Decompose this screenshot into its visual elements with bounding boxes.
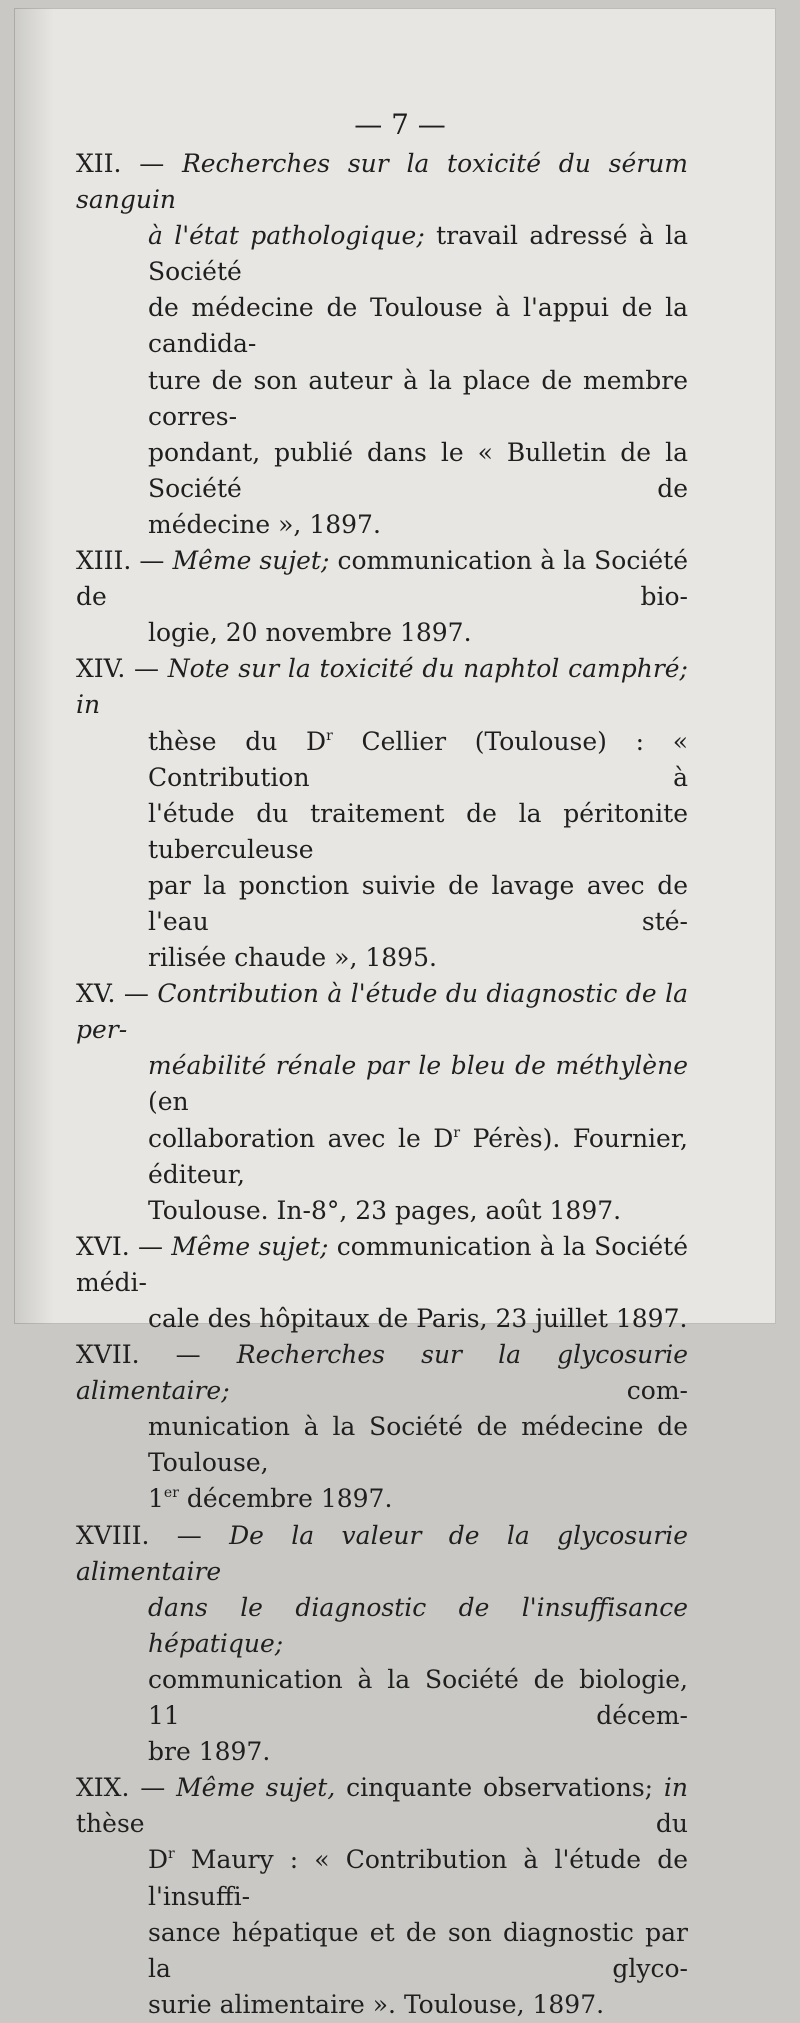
entry-line: rilisée chaude », 1895. xyxy=(148,943,437,973)
entry-line: XIII. — Même sujet; communication à la Société de bio- xyxy=(76,546,688,612)
entry-line: XIV. — Note sur la toxicité du naphtol camphré; in xyxy=(76,654,688,720)
entry-line: dans le diagnostic de l'insuffisance hépatique; xyxy=(148,1592,688,1658)
entry-line: $D^r$ Maury : « Contribution à l'étude de l'insuffi- xyxy=(148,1845,688,1911)
entry-line: de médecine de Toulouse à l'appui de la candida- xyxy=(148,293,688,359)
entry-line: 1er décembre 1897. xyxy=(148,1484,393,1514)
entry-line: Toulouse. In-8°, 23 pages, août 1897. xyxy=(148,1195,622,1225)
entry-line: XV. — Contribution à l'étude du diagnostic de la per- xyxy=(76,979,688,1045)
entry-line: pondant, publié dans le « Bulletin de la Société de xyxy=(148,437,688,503)
entry-line: munication à la Société de médecine de Toulouse, xyxy=(148,1412,688,1478)
bibliography-entry xyxy=(76,651,688,976)
entry-line: surie alimentaire ». Toulouse, 1897. xyxy=(148,1989,605,2019)
entry-line: ture de son auteur à la place de membre corres- xyxy=(148,365,688,431)
entry-line: médecine », 1897. xyxy=(148,509,381,539)
bibliography-entry xyxy=(76,146,688,543)
entry-line: XIX. — Même sujet, cinquante observations; in thèse du xyxy=(76,1773,689,1839)
entry-line: XVII. — Recherches sur la glycosurie alimentaire; com- xyxy=(76,1340,688,1406)
entry-line: bre 1897. xyxy=(148,1737,271,1767)
bibliography-entry xyxy=(76,1518,688,1771)
entry-line: XVI. — Même sujet; communication à la Société médi- xyxy=(76,1231,688,1297)
bibliography-entry xyxy=(76,543,688,651)
entry-line: l'étude du traitement de la péritonite tuberculeuse xyxy=(148,798,688,864)
entry-line: par la ponction suivie de lavage avec de l'eau sté- xyxy=(148,870,688,936)
bibliography-entry xyxy=(76,1337,688,1517)
entry-line: XII. — Recherches sur la toxicité du sérum sanguin xyxy=(76,149,689,215)
page-number: — 7 — xyxy=(354,108,446,141)
bibliography-entry xyxy=(76,1229,688,1337)
entry-line: collaboration avec le $D^r$ Pérès). Fournier, éditeur, xyxy=(148,1123,688,1189)
bibliography-list xyxy=(76,146,688,2023)
entry-line: sance hépatique et de son diagnostic par la glyco- xyxy=(148,1917,688,1983)
bibliography-entry xyxy=(76,1770,688,2023)
entry-line: à l'état pathologique; travail adressé à la Société xyxy=(148,221,688,287)
entry-line: XVIII. — De la valeur de la glycosurie alimentaire xyxy=(76,1520,689,1586)
entry-line: méabilité rénale par le bleu de méthylène (en xyxy=(148,1051,688,1117)
entry-line: logie, 20 novembre 1897. xyxy=(148,618,472,648)
entry-line: thèse du $D^r$ Cellier (Toulouse) : « Contribution à xyxy=(148,726,688,792)
bibliography-entry xyxy=(76,976,688,1229)
entry-line: cale des hôpitaux de Paris, 23 juillet 1897. xyxy=(148,1304,688,1333)
entry-line: communication à la Société de biologie, 11 décem- xyxy=(148,1664,688,1731)
